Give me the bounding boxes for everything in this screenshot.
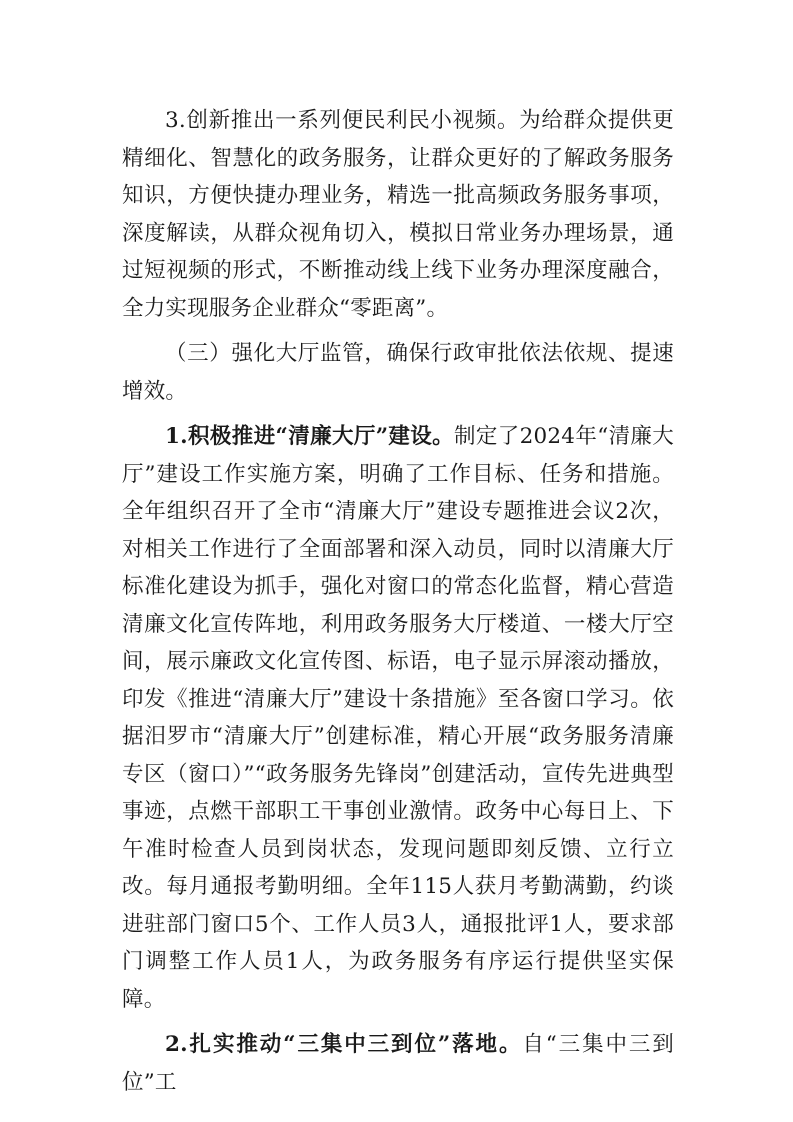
paragraph-text: 自“三集中三到位”工 — [122, 1032, 674, 1095]
paragraph-three-concentrations — [122, 1026, 674, 1101]
paragraph-lead: 1.积极推进“清廉大厅”建设。 — [165, 424, 455, 449]
paragraph-text: 3.创新推出一系列便民利民小视频。为给群众提供更精细化、智慧化的政务服务，让群众更好的了解政务服务知识，方便快捷办理业务，精选一批高频政务服务事项，深度解读，从群众视角切入，模拟日常业务办理场景，通过短视频的形式，不断推动线上线下业务办理深度融合，全力实现服务企业群众“零距离”。 — [122, 108, 674, 321]
section-heading-hall-supervision — [122, 335, 674, 410]
paragraph-short-videos — [122, 102, 674, 327]
document-body — [122, 102, 674, 1109]
paragraph-text: （三）强化大厅监管，确保行政审批依法依规、提速增效。 — [122, 341, 674, 404]
paragraph-clean-hall — [122, 418, 674, 1018]
paragraph-lead: 2.扎实推动“三集中三到位”落地。 — [165, 1032, 523, 1057]
paragraph-text: 制定了2024年“清廉大厅”建设工作实施方案，明确了工作目标、任务和措施。全年组织召开了全市“清廉大厅”建设专题推进会议2次，对相关工作进行了全面部署和深入动员，同时以清廉大厅标准化建设为抓手，强化对窗口的常态化监督，精心营造清廉文化宣传阵地，利用政务服务大厅楼道、一楼大厅空间，展示廉政文化宣传图、标语，电子显示屏滚动播放，印发《推进“清廉大厅”建设十条措施》至各窗口学习。依据汨罗市“清廉大厅”创建标准，精心开展“政务服务清廉专区（窗口）”“政务服务先锋岗”创建活动，宣传先进典型事迹，点燃干部职工干事创业激情。政务中心每日上、下午准时检查人员到岗状态，发现问题即刻反馈、立行立改。每月通报考勤明细。全年115人获月考勤满勤，约谈进驻部门窗口5个、工作人员3人，通报批评1人，要求部门调整工作人员1人，为政务服务有序运行提供坚实保障。 — [122, 424, 675, 1012]
